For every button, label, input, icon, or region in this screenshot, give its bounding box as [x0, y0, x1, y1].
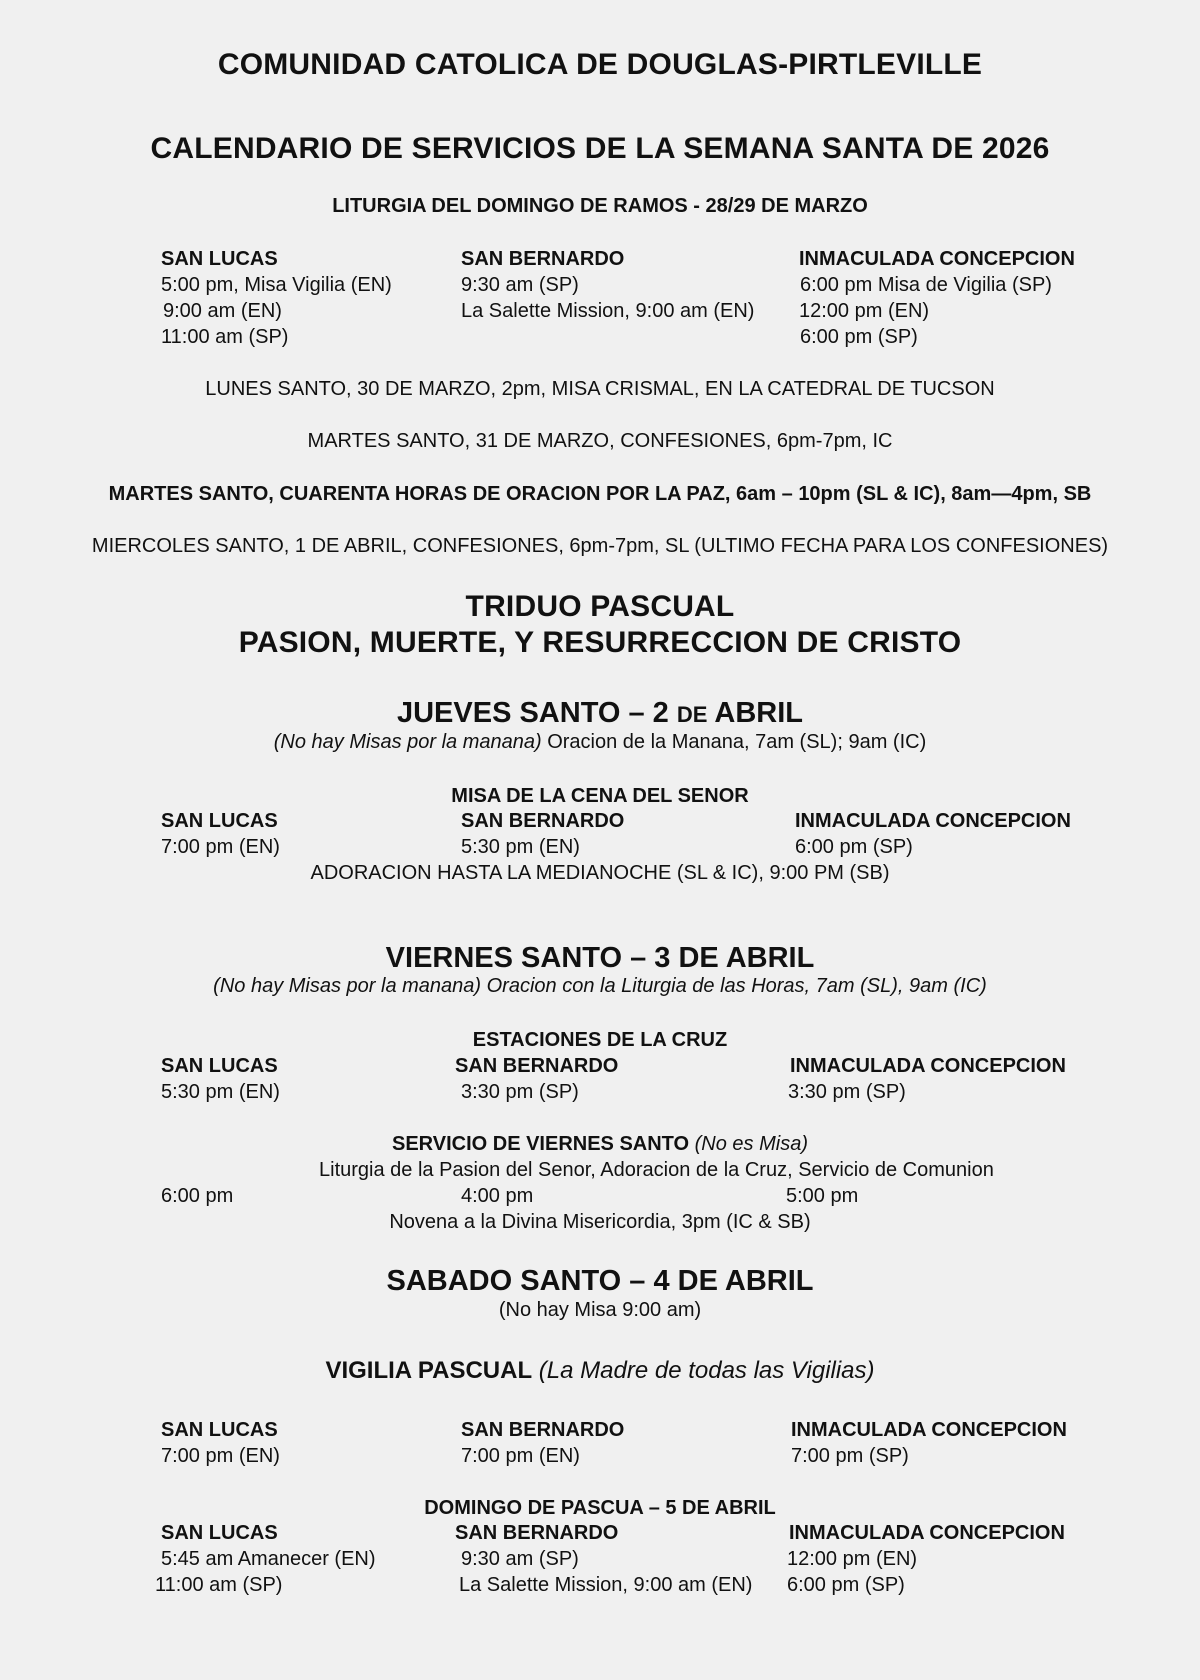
palm-sunday-heading: LITURGIA DEL DOMINGO DE RAMOS - 28/29 DE MARZO [332, 195, 868, 217]
palm-san-bernardo-time: La Salette Mission, 9:00 am (EN) [461, 300, 755, 322]
easter-san-lucas-time: 11:00 am (SP) [155, 1574, 283, 1596]
easter-vigil-heading: VIGILIA PASCUAL (La Madre de todas las Vigilias) [325, 1357, 875, 1384]
thursday-inmaculada-name: INMACULADA CONCEPCION [795, 810, 1071, 832]
last-supper-heading: MISA DE LA CENA DEL SENOR [451, 785, 749, 807]
wednesday-note: MIERCOLES SANTO, 1 DE ABRIL, CONFESIONES, 6pm-7pm, SL (ULTIMO FECHA PARA LOS CONFESIONES) [91, 535, 1109, 557]
triduum-title: TRIDUO PASCUAL [465, 590, 735, 623]
holy-thursday-note: (No hay Misas por la manana) Oracion de la Manana, 7am (SL); 9am (IC) [273, 731, 927, 753]
palm-inmaculada-time: 12:00 pm (EN) [799, 300, 930, 322]
stations-heading: ESTACIONES DE LA CRUZ [472, 1029, 728, 1051]
palm-inmaculada-time: 6:00 pm Misa de Vigilia (SP) [800, 274, 1052, 296]
holy-saturday-title: SABADO SANTO – 4 DE ABRIL [386, 1265, 814, 1297]
vigil-san-lucas-name: SAN LUCAS [161, 1419, 278, 1441]
thursday-san-lucas-name: SAN LUCAS [161, 810, 278, 832]
friday-inmaculada-name: INMACULADA CONCEPCION [790, 1055, 1066, 1077]
holy-thursday-title: JUEVES SANTO – 2 DE ABRIL [396, 697, 804, 729]
friday-san-bernardo-name: SAN BERNARDO [455, 1055, 619, 1077]
calendar-title: CALENDARIO DE SERVICIOS DE LA SEMANA SANTA DE 2026 [150, 132, 1050, 165]
novena-note: Novena a la Divina Misericordia, 3pm (IC & SB) [389, 1211, 811, 1233]
vigil-inmaculada-time: 7:00 pm (SP) [791, 1445, 909, 1467]
vigil-inmaculada-name: INMACULADA CONCEPCION [791, 1419, 1067, 1441]
service-time-san-bernardo: 4:00 pm [461, 1185, 534, 1207]
palm-san-bernardo-time: 9:30 am (SP) [461, 274, 579, 296]
good-friday-service-description: Liturgia de la Pasion del Senor, Adoracion de la Cruz, Servicio de Comunion [319, 1159, 994, 1181]
tuesday-forty-hours-note: MARTES SANTO, CUARENTA HORAS DE ORACION POR LA PAZ, 6am – 10pm (SL & IC), 8am—4pm, SB [108, 483, 1092, 505]
vigil-san-bernardo-time: 7:00 pm (EN) [461, 1445, 580, 1467]
thursday-san-bernardo-name: SAN BERNARDO [461, 810, 625, 832]
easter-inmaculada-name: INMACULADA CONCEPCION [789, 1522, 1065, 1544]
easter-san-lucas-name: SAN LUCAS [161, 1522, 278, 1544]
thursday-inmaculada-time: 6:00 pm (SP) [795, 836, 913, 858]
thursday-san-lucas-time: 7:00 pm (EN) [161, 836, 280, 858]
friday-san-bernardo-time: 3:30 pm (SP) [461, 1081, 579, 1103]
monday-note: LUNES SANTO, 30 DE MARZO, 2pm, MISA CRISMAL, EN LA CATEDRAL DE TUCSON [205, 378, 995, 400]
vigil-san-bernardo-name: SAN BERNARDO [461, 1419, 625, 1441]
easter-inmaculada-time: 12:00 pm (EN) [787, 1548, 918, 1570]
friday-san-lucas-name: SAN LUCAS [161, 1055, 278, 1077]
easter-san-lucas-time: 5:45 am Amanecer (EN) [161, 1548, 376, 1570]
palm-san-lucas-time: 5:00 pm, Misa Vigilia (EN) [161, 274, 392, 296]
good-friday-note: (No hay Misas por la manana) Oracion con la Liturgia de las Horas, 7am (SL), 9am (IC) [213, 975, 987, 997]
palm-san-lucas-time: 11:00 am (SP) [161, 326, 289, 348]
palm-inmaculada-time: 6:00 pm (SP) [800, 326, 918, 348]
triduum-subtitle: PASION, MUERTE, Y RESURRECCION DE CRISTO [238, 626, 962, 659]
palm-inmaculada-name: INMACULADA CONCEPCION [799, 248, 1075, 270]
palm-san-lucas-name: SAN LUCAS [161, 248, 278, 270]
friday-inmaculada-time: 3:30 pm (SP) [788, 1081, 906, 1103]
easter-sunday-heading: DOMINGO DE PASCUA – 5 DE ABRIL [424, 1497, 776, 1519]
easter-san-bernardo-time: 9:30 am (SP) [461, 1548, 579, 1570]
palm-san-lucas-time: 9:00 am (EN) [163, 300, 282, 322]
easter-inmaculada-time: 6:00 pm (SP) [787, 1574, 905, 1596]
good-friday-service-heading: SERVICIO DE VIERNES SANTO (No es Misa) [391, 1133, 808, 1155]
easter-san-bernardo-name: SAN BERNARDO [455, 1522, 619, 1544]
holy-saturday-note: (No hay Misa 9:00 am) [498, 1299, 702, 1321]
vigil-san-lucas-time: 7:00 pm (EN) [161, 1445, 280, 1467]
service-time-inmaculada: 5:00 pm [786, 1185, 859, 1207]
palm-san-bernardo-name: SAN BERNARDO [461, 248, 625, 270]
easter-san-bernardo-time: La Salette Mission, 9:00 am (EN) [459, 1574, 753, 1596]
tuesday-confessions-note: MARTES SANTO, 31 DE MARZO, CONFESIONES, 6pm-7pm, IC [307, 430, 893, 452]
good-friday-title: VIERNES SANTO – 3 DE ABRIL [385, 942, 815, 974]
friday-san-lucas-time: 5:30 pm (EN) [161, 1081, 280, 1103]
service-time-san-lucas: 6:00 pm [161, 1185, 234, 1207]
adoration-note: ADORACION HASTA LA MEDIANOCHE (SL & IC), 9:00 PM (SB) [310, 862, 890, 884]
community-title: COMUNIDAD CATOLICA DE DOUGLAS-PIRTLEVILLE [217, 48, 983, 81]
thursday-san-bernardo-time: 5:30 pm (EN) [461, 836, 580, 858]
